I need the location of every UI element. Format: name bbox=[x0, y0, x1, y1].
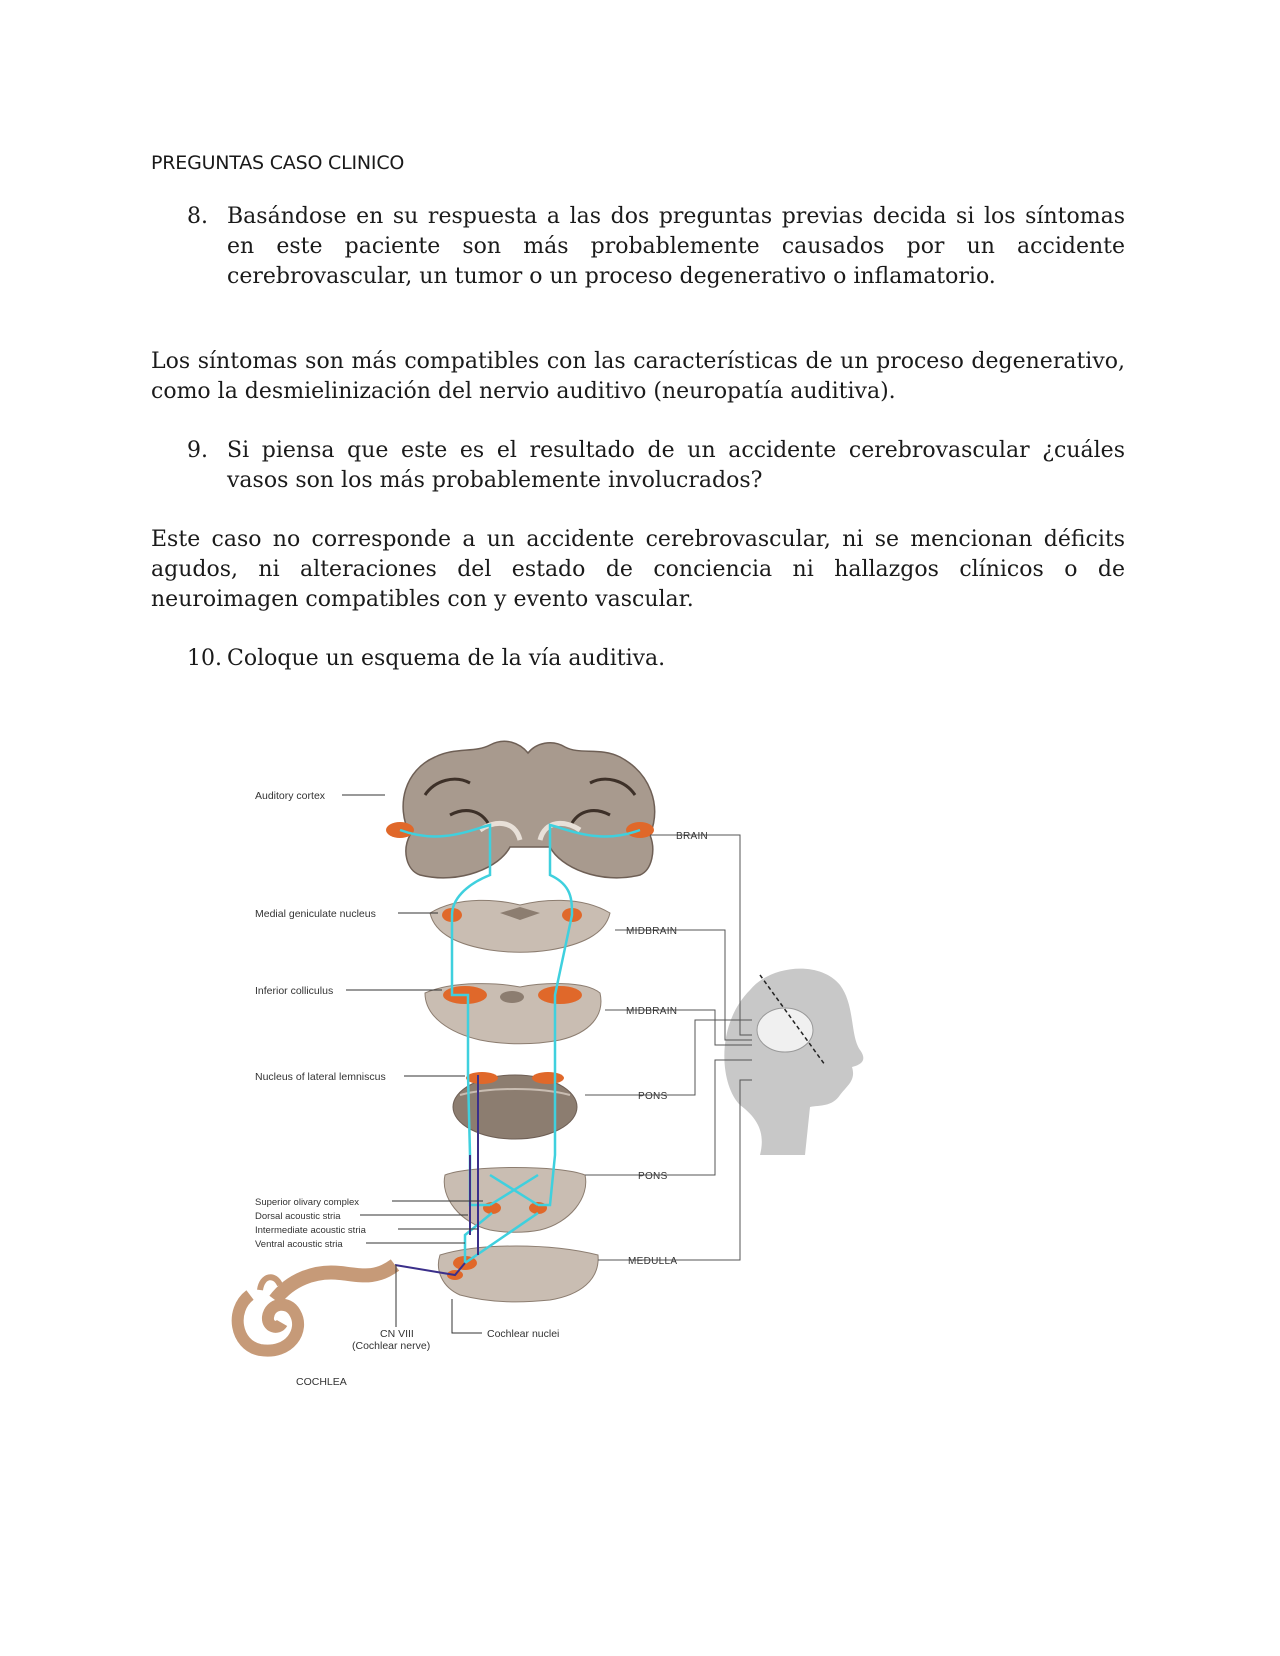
label-cochlea: COCHLEA bbox=[296, 1376, 347, 1388]
question-text: Basándose en su respuesta a las dos preguntas previas decida si los síntomas en este paciente son más probablemente causados por un accidente cerebrovascular, un tumor o un proceso degenerativo o inflamatorio. bbox=[227, 204, 1125, 289]
label-dorsal-stria: Dorsal acoustic stria bbox=[255, 1211, 341, 1222]
question-text: Coloque un esquema de la vía auditiva. bbox=[227, 646, 666, 671]
label-midbrain-2: MIDBRAIN bbox=[626, 1006, 678, 1017]
question-8 bbox=[151, 202, 1125, 322]
label-pons-1: PONS bbox=[638, 1091, 668, 1102]
label-auditory-cortex: Auditory cortex bbox=[255, 790, 326, 802]
label-intermediate-stria: Intermediate acoustic stria bbox=[255, 1225, 366, 1236]
label-medial-geniculate: Medial geniculate nucleus bbox=[255, 908, 376, 920]
page-header: PREGUNTAS CASO CLINICO bbox=[151, 152, 405, 174]
cochlea-graphic bbox=[238, 1265, 395, 1351]
label-superior-olivary: Superior olivary complex bbox=[255, 1197, 360, 1208]
label-pons-2: PONS bbox=[638, 1171, 668, 1182]
question-number: 9. bbox=[187, 438, 208, 463]
midbrain-mgn-section bbox=[430, 900, 610, 952]
label-cn-viii: CN VIII bbox=[380, 1328, 414, 1340]
question-text: Si piensa que este es el resultado de un accidente cerebrovascular ¿cuáles vasos son los más probablemente involucrados? bbox=[227, 438, 1125, 493]
auditory-pathway-diagram bbox=[220, 735, 920, 1465]
label-cochlear-nerve: (Cochlear nerve) bbox=[352, 1340, 431, 1352]
label-lateral-lemniscus: Nucleus of lateral lemniscus bbox=[255, 1071, 386, 1083]
label-medulla: MEDULLA bbox=[628, 1256, 678, 1267]
question-9 bbox=[151, 436, 1125, 496]
label-cochlear-nuclei: Cochlear nuclei bbox=[487, 1328, 560, 1340]
question-10 bbox=[151, 644, 1125, 674]
answer-8: Los síntomas son más compatibles con las características de un proceso degenerativo, como la desmielinización del nervio auditivo (neuropatía auditiva). bbox=[151, 349, 1125, 404]
brain-coronal-section bbox=[386, 741, 655, 878]
pons-lower-section bbox=[444, 1168, 586, 1233]
auditory-pathway-figure bbox=[220, 735, 920, 1465]
label-inferior-colliculus: Inferior colliculus bbox=[255, 985, 334, 997]
question-number: 8. bbox=[187, 204, 208, 229]
question-number: 10. bbox=[187, 646, 222, 671]
head-silhouette bbox=[724, 969, 863, 1155]
label-midbrain-1: MIDBRAIN bbox=[626, 926, 678, 937]
label-brain: BRAIN bbox=[676, 831, 709, 842]
answer-9: Este caso no corresponde a un accidente cerebrovascular, ni se mencionan déficits agudos, ni alteraciones del estado de conciencia ni hallazgos clínicos o de neuroimagen compatibles con y evento vascular. bbox=[151, 527, 1125, 612]
medulla-section bbox=[438, 1246, 598, 1302]
label-ventral-stria: Ventral acoustic stria bbox=[255, 1239, 343, 1250]
pons-upper-section bbox=[453, 1072, 577, 1139]
